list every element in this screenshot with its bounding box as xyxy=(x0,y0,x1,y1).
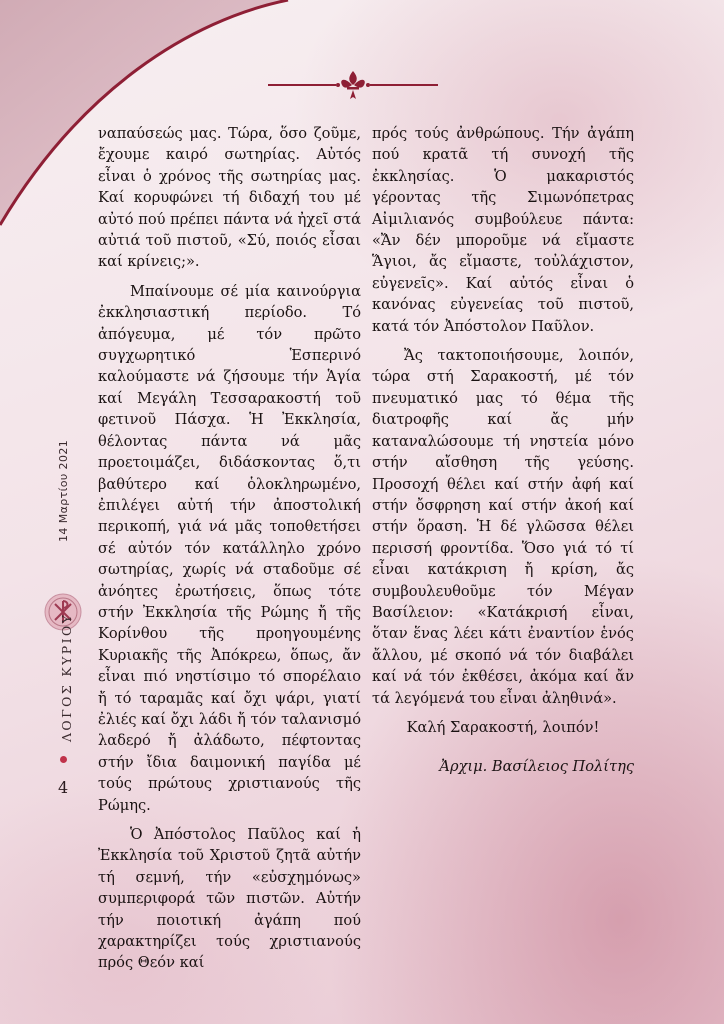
closing-line: Καλή Σαρακοστή, λοιπόν! xyxy=(406,718,600,736)
page-number: 4 xyxy=(58,778,69,797)
magazine-title: ΛΟΓΟΣ ΚΥΡΙΟΥ xyxy=(59,612,74,742)
article-paragraph: Ὁ Ἀπόστολος Παῦλος καί ἡ Ἐκκλησία τοῦ Χριστοῦ ζητᾶ αὐτήν τή σεμνή, τήν «εὐσχημόνως» συμπεριφορά τῶν πιστῶν. Αὐτήν τήν ποιοτική ἀγάπη πού χαρακτηρίζει τούς χριστιανούς πρός Θεόν καί xyxy=(98,826,361,972)
article-column-left xyxy=(98,123,361,982)
article-paragraph: πρός τούς ἀνθρώπους. Τήν ἀγάπη πού κρατᾶ τή συνοχή τῆς ἐκκλησίας. Ὁ μακαριστός γέροντας τῆς Σιμωνόπετρας Αἰμιλιανός συμβούλευε πάντα: «Ἄν δέν μποροῦμε νά εἴμαστε Ἅγιοι, ἄς εἴμαστε, τοὐλάχιστον, εὐγενεῖς». Καί αὐτός εἶναι ὁ κανόνας εὐγενείας τοῦ πιστοῦ, κατά τόν Ἀπόστολον Παῦλον. xyxy=(372,125,634,335)
bullet-dot-icon xyxy=(60,756,67,763)
article-column-right xyxy=(372,123,634,786)
fleur-de-lis-ornament-icon xyxy=(268,68,438,102)
article-paragraph: Ἄς τακτοποιήσουμε, λοιπόν, τώρα στή Σαρακοστή, μέ τόν πνευματικό μας τό θέμα τῆς διατροφῆς καί ἄς μήν καταναλώσουμε τή νηστεία μόνο στήν αἴσθηση τῆς γεύσης. Προσοχή θέλει καί στήν ἀφή καί στήν ὄσφρηση καί στήν ἀκοή καί στήν ὅραση. Ἡ δέ γλῶσσα θέλει περισσή φροντίδα. Ὅσο γιά τό τί εἶναι κατάκριση ἤ κρίση, ἄς συμβουλευθοῦμε τόν Μέγαν Βασίλειον: «Κατάκρισή εἶναι, ὅταν ἕνας λέει κάτι ἐναντίον ἑνός ἄλλου, μέ σκοπό νά τόν διαβάλει καί νά τόν ἐκθέσει, ἀκόμα καί ἄν τά λεγόμενά του εἶναι ἀληθινά». xyxy=(372,347,634,707)
issue-date: 14 Μαρτίου 2021 xyxy=(57,439,70,542)
author-signature: Ἀρχιμ. Βασίλειος Πολίτης xyxy=(439,758,634,776)
article-paragraph: Μπαίνουμε σέ μία καινούργια ἐκκλησιαστική περίοδο. Τό ἀπόγευμα, μέ τόν πρῶτο συγχωρητικό Ἑσπερινό καλούμαστε νά ζήσουμε τήν Ἁγία καί Μεγάλη Τεσσαρακοστή τοῦ φετινοῦ Πάσχα. Ἡ Ἐκκλησία, θέλοντας πάντα νά μᾶς προετοιμάζει, διδάσκοντας ὅ,τι βαθύτερο καί ὁλοκληρωμένο, ἐπιλέγει αὐτή τήν ἀποστολική περικοπή, γιά νά μᾶς τοποθετήσει σέ αὐτόν τόν κατάλληλο χρόνο σωτηρίας, χωρίς νά σταδοῦμε σέ ἀνόητες ἐρωτήσεις, ὅπως τότε στήν Ἐκκλησία τῆς Ρώμης ἤ τῆς Κορίνθου τῆς προηγουμένης Κυριακῆς τῆς Ἀπόκρεω, ὅπως, ἄν εἶναι πιό νηστίσιμο τό σπορέλαιο ἤ τό ταραμᾶς καί ὄχι ψάρι, γιατί ἐλιές καί ὄχι λάδι ἤ τόν ταλανισμό λαδερό ἤ ἀλάδωτο, πέφτοντας στήν ἴδια δαιμονική παγίδα μέ τούς πρώτους χριστιανούς τῆς Ρώμης. xyxy=(98,282,361,814)
article-paragraph: ναπαύσεώς μας. Τώρα, ὅσο ζοῦμε, ἔχουμε καιρό σωτηρίας. Αὐτός εἶναι ὁ χρόνος τῆς σωτηρίας μας. Καί κορυφώνει τή διδαχή του μέ αὐτό πού πρέπει πάντα νά ἠχεῖ στά αὐτιά τοῦ πιστοῦ, «Σύ, ποιός εἶσαι καί κρίνεις;». xyxy=(98,125,362,271)
